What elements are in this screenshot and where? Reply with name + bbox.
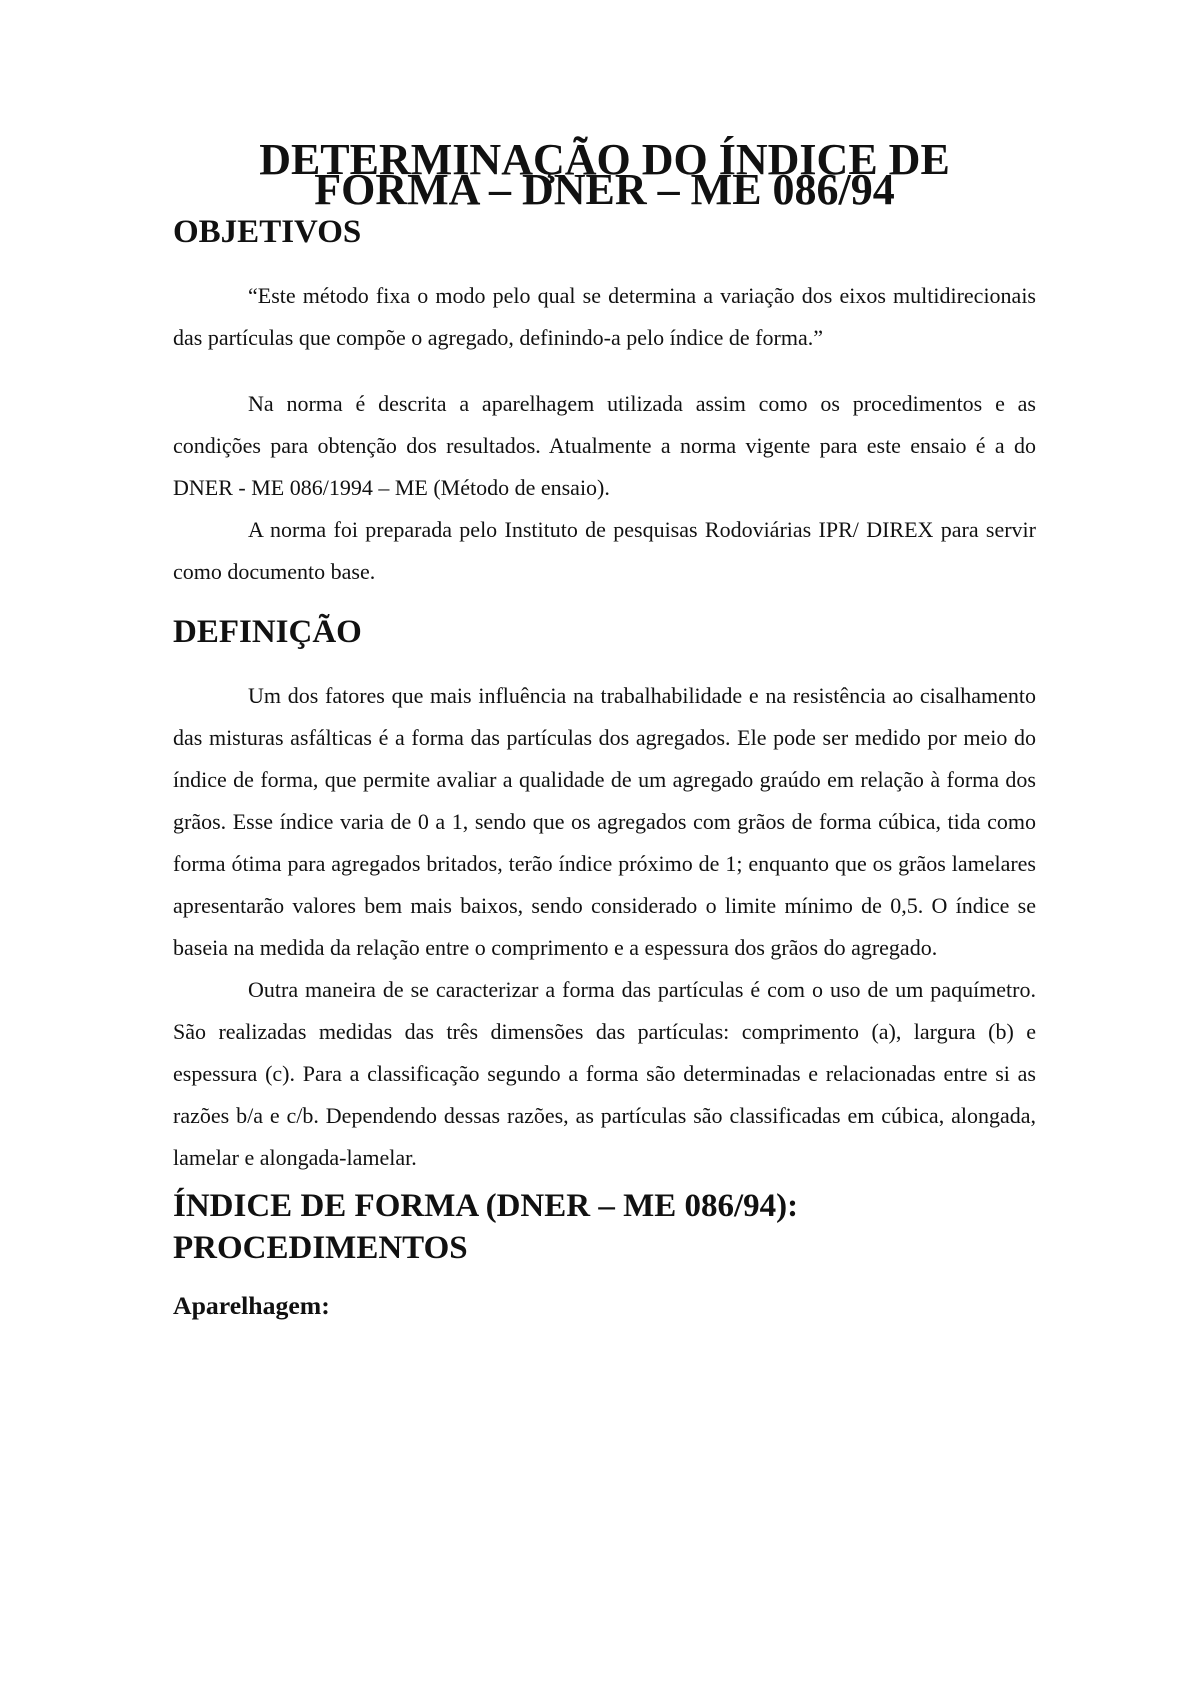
section-heading-indice-de-forma: ÍNDICE DE FORMA (DNER – ME 086/94): bbox=[173, 1188, 799, 1224]
document-title: DETERMINAÇÃO DO ÍNDICE DE FORMA – DNER – ME 086/94 bbox=[259, 135, 950, 214]
objetivos-paragraph-quote: “Este método fixa o modo pelo qual se determina a variação dos eixos multidirecionais das partículas que compõe o agregado, definindo-a pelo índice de forma.” bbox=[173, 283, 1036, 350]
objetivos-paragraph-norma: Na norma é descrita a aparelhagem utilizada assim como os procedimentos e as condições para obtenção dos resultados. Atualmente a norma vigente para este ensaio é a do DNER - ME 086/1994 – ME (Método de ensaio). bbox=[173, 391, 1036, 500]
section-heading-definicao: DEFINIÇÃO bbox=[173, 614, 362, 650]
objetivos-paragraph-ipr: A norma foi preparada pelo Instituto de pesquisas Rodoviárias IPR/ DIREX para servir como documento base. bbox=[173, 517, 1036, 584]
definicao-paragraph-indice: Um dos fatores que mais influência na trabalhabilidade e na resistência ao cisalhamento das misturas asfálticas é a forma das partículas dos agregados. Ele pode ser medido por meio do índice de forma, que permite avaliar a qualidade de um agregado graúdo em relação à forma dos grãos. Esse índice varia de 0 a 1, sendo que os agregados com grãos de forma cúbica, tida como forma ótima para agregados britados, terão índice próximo de 1; enquanto que os grãos lamelares apresentarão valores bem mais baixos, sendo considerado o limite mínimo de 0,5. O índice se baseia na medida da relação entre o comprimento e a espessura dos grãos do agregado. bbox=[173, 683, 1036, 960]
section-heading-procedimentos: PROCEDIMENTOS bbox=[173, 1230, 468, 1266]
section-heading-objetivos: OBJETIVOS bbox=[173, 214, 362, 250]
document-body bbox=[173, 135, 1036, 1321]
section-heading-aparelhagem: Aparelhagem: bbox=[173, 1291, 330, 1320]
definicao-paragraph-paquimetro: Outra maneira de se caracterizar a forma das partículas é com o uso de um paquímetro. São realizadas medidas das três dimensões das partículas: comprimento (a), largura (b) e espessura (c). Para a classificação segundo a forma são determinadas e relacionadas entre si as razões b/a e c/b. Dependendo dessas razões, as partículas são classificadas em cúbica, alongada, lamelar e alongada-lamelar. bbox=[173, 977, 1036, 1170]
